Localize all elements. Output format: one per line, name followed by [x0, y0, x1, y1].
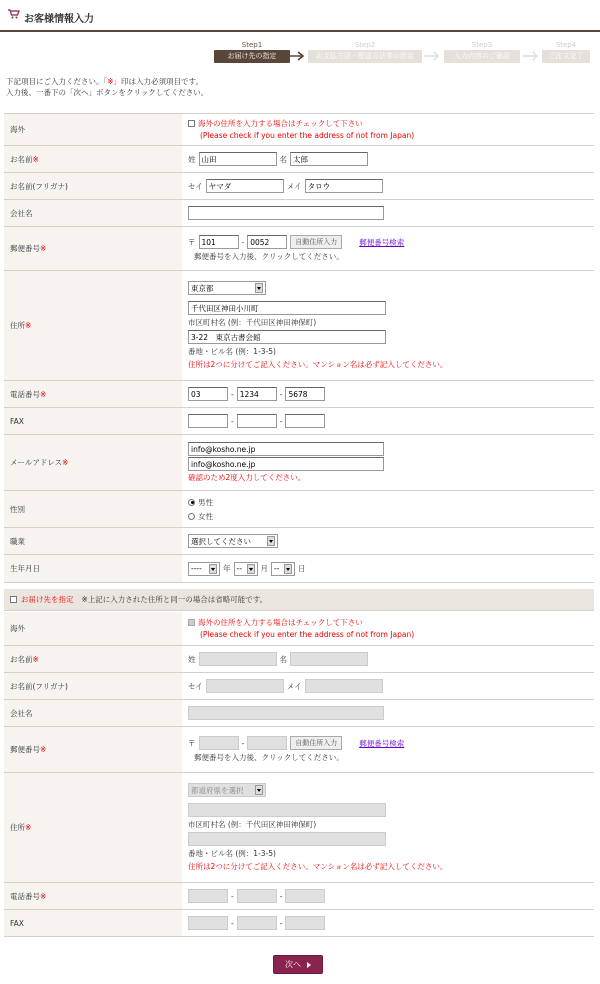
row-company: 会社名	[4, 200, 594, 227]
delivery-last-name-input[interactable]	[199, 652, 277, 666]
delivery-tel-input-2[interactable]	[237, 889, 277, 903]
row-kana-2: お名前(フリガナ) セイ メイ	[4, 673, 594, 700]
first-name-input[interactable]: 太郎	[290, 152, 368, 166]
tel-input-1[interactable]: 03	[188, 387, 228, 401]
tel-input-3[interactable]: 5678	[285, 387, 325, 401]
page-title: お客様情報入力	[24, 14, 94, 25]
row-email: メールアドレス ※ info@kosho.ne.jp info@kosho.ne.jp 確認のため2度入力してください。	[4, 435, 594, 491]
delivery-city-input[interactable]	[188, 803, 386, 817]
last-name-kana-input[interactable]: ヤマダ	[206, 179, 284, 193]
row-zip: 郵便番号 ※ 〒 101 - 0052 自動住所入力 郵便番号検索 郵便番号を入力後、クリックしてください。	[4, 227, 594, 271]
row-fax-2: FAX - -	[4, 910, 594, 937]
arrow-icon	[523, 51, 539, 61]
delivery-prefecture-select[interactable]: 都道府県を選択	[188, 783, 266, 797]
arrow-right-icon	[307, 962, 311, 968]
city-input[interactable]: 千代田区神田小川町	[188, 301, 386, 315]
delivery-form	[4, 612, 594, 937]
birth-day-select[interactable]: --	[271, 562, 295, 576]
delivery-auto-address-button[interactable]: 自動住所入力	[290, 736, 342, 750]
row-address-2: 住所 ※ 都道府県を選択 市区町村名 (例：千代田区神田神保町) 番地・ビル名 (例：1-3-5) 住所は2つに分けてご記入ください。マンション名は必ず記入してください。	[4, 773, 594, 883]
row-name: お名前 ※ 姓 山田 名 太郎	[4, 146, 594, 173]
row-overseas-2: 海外 海外の住所を入力する場合はチェックして下さい (Please check if you enter the address of not from Japan)	[4, 612, 594, 646]
birth-month-select[interactable]: --	[234, 562, 258, 576]
row-tel: 電話番号 ※ 03 - 1234 - 5678	[4, 381, 594, 408]
job-select[interactable]: 選択してください	[188, 534, 278, 548]
delivery-first-name-kana-input[interactable]	[305, 679, 383, 693]
cart-icon	[8, 9, 20, 19]
delivery-street-input[interactable]	[188, 832, 386, 846]
fax-input-2[interactable]	[237, 414, 277, 428]
row-company-2: 会社名	[4, 700, 594, 727]
delivery-fax-input-1[interactable]	[188, 916, 228, 930]
overseas-checkbox[interactable]	[188, 120, 195, 127]
delivery-first-name-input[interactable]	[290, 652, 368, 666]
fax-input-3[interactable]	[285, 414, 325, 428]
arrow-icon	[424, 51, 440, 61]
row-birth: 生年月日 ---- 年 -- 月 -- 日	[4, 555, 594, 583]
next-button[interactable]: 次へ	[273, 955, 323, 974]
first-name-kana-input[interactable]: タロウ	[305, 179, 383, 193]
row-overseas: 海外 海外の住所を入力する場合はチェックして下さい (Please check if you enter the address of not from Japan)	[4, 114, 594, 146]
delivery-fax-input-2[interactable]	[237, 916, 277, 930]
delivery-zip-search-link[interactable]: 郵便番号検索	[359, 738, 405, 748]
step-4: Step4 ご注文完了	[542, 40, 590, 63]
gender-female-radio[interactable]	[188, 513, 195, 520]
email-input[interactable]: info@kosho.ne.jp	[188, 442, 384, 456]
row-tel-2: 電話番号 ※ - -	[4, 883, 594, 910]
step-progress	[214, 40, 594, 66]
prefecture-select[interactable]: 東京都	[188, 281, 266, 295]
delivery-zip-input-2[interactable]	[247, 736, 287, 750]
row-job: 職業 選択してください	[4, 528, 594, 555]
delivery-last-name-kana-input[interactable]	[206, 679, 284, 693]
step-3: Step3 入力内容のご確認	[444, 40, 520, 63]
tel-input-2[interactable]: 1234	[237, 387, 277, 401]
delivery-zip-input-1[interactable]	[199, 736, 239, 750]
birth-year-select[interactable]: ----	[188, 562, 220, 576]
delivery-checkbox[interactable]	[10, 596, 17, 603]
company-input[interactable]	[188, 206, 384, 220]
intro-text: 下記項目にご入力ください。「※」印は入力必須項目です。 入力後、一番下の「次へ」ボタンをクリックしてください。	[6, 77, 209, 97]
row-gender: 性別 男性 女性	[4, 491, 594, 528]
row-fax: FAX - -	[4, 408, 594, 435]
email-confirm-input[interactable]: info@kosho.ne.jp	[188, 457, 384, 471]
delivery-company-input[interactable]	[188, 706, 384, 720]
page-header	[0, 0, 600, 32]
delivery-tel-input-1[interactable]	[188, 889, 228, 903]
delivery-overseas-checkbox[interactable]	[188, 619, 195, 626]
street-input[interactable]: 3-22 東京古書会館	[188, 330, 386, 344]
zip-input-2[interactable]: 0052	[247, 235, 287, 249]
zip-input-1[interactable]: 101	[199, 235, 239, 249]
delivery-banner: お届け先を指定 ※上記に入力された住所と同一の場合は省略可能です。	[4, 589, 594, 611]
auto-address-button[interactable]: 自動住所入力	[290, 235, 342, 249]
step-1: Step1 お届け先の指定	[214, 40, 290, 63]
row-kana: お名前(フリガナ) セイ ヤマダ メイ タロウ	[4, 173, 594, 200]
zip-search-link[interactable]: 郵便番号検索	[359, 237, 405, 247]
delivery-tel-input-3[interactable]	[285, 889, 325, 903]
last-name-input[interactable]: 山田	[199, 152, 277, 166]
row-zip-2: 郵便番号 ※ 〒 - 自動住所入力 郵便番号検索 郵便番号を入力後、クリックしてください。	[4, 727, 594, 773]
arrow-icon	[284, 51, 306, 61]
row-name-2: お名前 ※ 姓 名	[4, 646, 594, 673]
step-2: Step2 お支払方法・配送方法等の指定	[308, 40, 422, 63]
delivery-fax-input-3[interactable]	[285, 916, 325, 930]
gender-male-radio[interactable]	[188, 499, 195, 506]
customer-form	[4, 113, 594, 583]
fax-input-1[interactable]	[188, 414, 228, 428]
row-address: 住所 ※ 東京都 千代田区神田小川町 市区町村名 (例：千代田区神田神保町) 3-22 東京古書会館 番地・ビル名 (例：1-3-5) 住所は2つに分けてご記入ください。マンション名は必ず記入してください。	[4, 271, 594, 381]
